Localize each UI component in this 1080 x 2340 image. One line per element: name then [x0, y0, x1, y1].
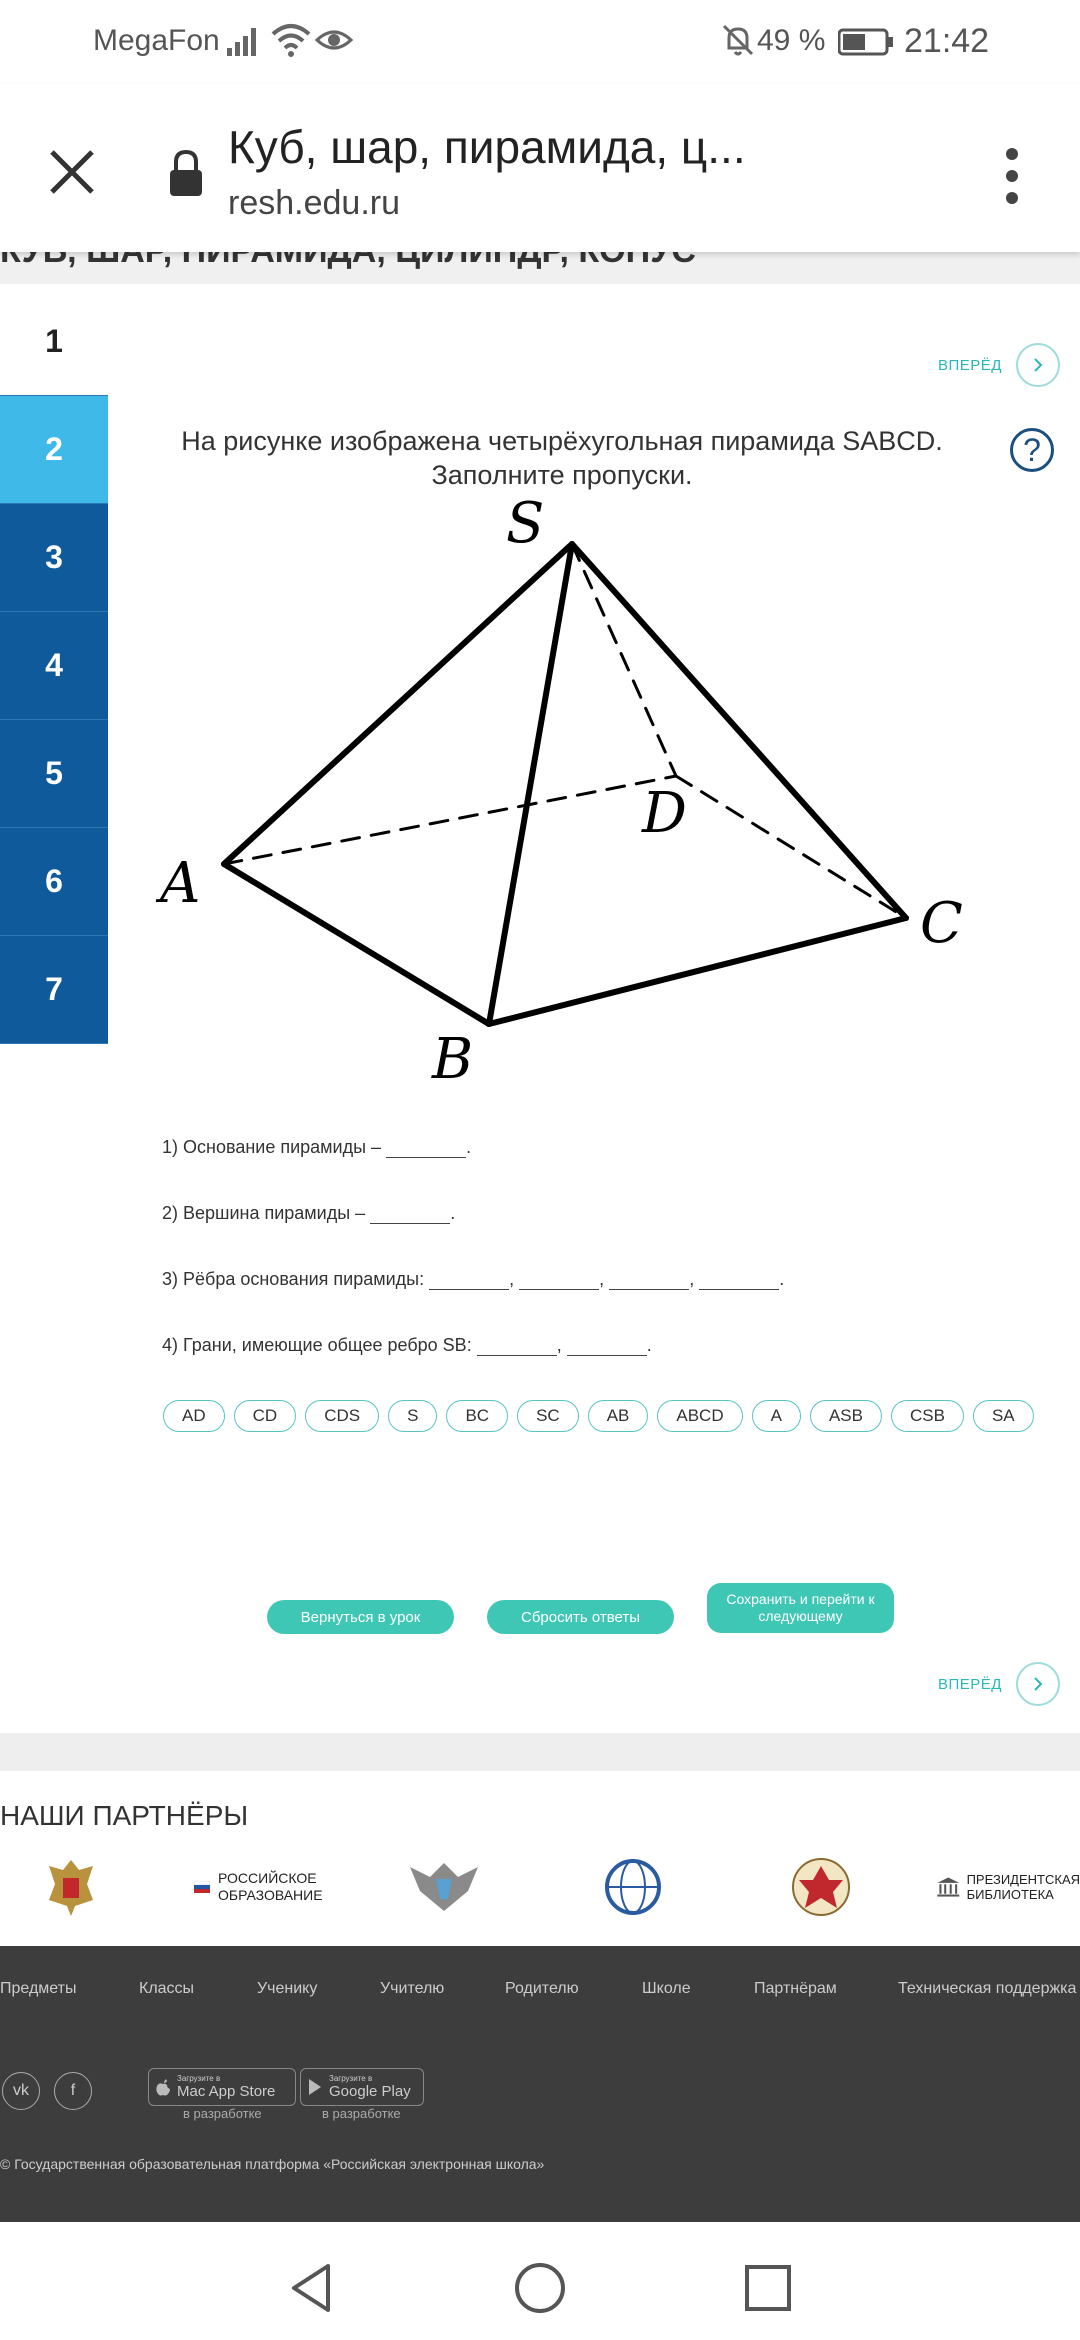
- wifi-icon: [270, 20, 312, 60]
- period: .: [646, 1335, 652, 1355]
- vertex-label-A: A: [160, 851, 201, 916]
- play-icon: [307, 2078, 323, 2096]
- back-icon[interactable]: [284, 2260, 340, 2316]
- presidential-library-logo[interactable]: [936, 1852, 1080, 1922]
- comma: ,: [556, 1335, 562, 1355]
- question-line-2: Заполните пропуски.: [431, 460, 693, 490]
- answer-chip[interactable]: CDS: [305, 1400, 379, 1432]
- answer-chip[interactable]: ASB: [810, 1400, 882, 1432]
- period: .: [466, 1137, 472, 1157]
- edge-AD: [224, 776, 676, 864]
- answer-chip[interactable]: BC: [446, 1400, 508, 1432]
- google-play-small: Загрузите в: [329, 2074, 373, 2083]
- section-divider: [0, 1733, 1080, 1771]
- vertex-label-B: B: [432, 1027, 474, 1090]
- period: .: [779, 1269, 785, 1289]
- question-nav: [0, 288, 108, 1044]
- app-store-badge[interactable]: [148, 2068, 296, 2106]
- footer-link-teacher[interactable]: Учителю: [380, 1980, 445, 1997]
- footer-link-support[interactable]: Техническая поддержка: [898, 1980, 1077, 1997]
- help-icon[interactable]: ?: [1010, 428, 1054, 472]
- apple-icon: [155, 2078, 171, 2096]
- flag-icon: [194, 1881, 210, 1893]
- system-nav-bar: [0, 2222, 1080, 2340]
- russian-education-logo[interactable]: [194, 1852, 324, 1922]
- partners-title: НАШИ ПАРТНЁРЫ: [0, 1800, 249, 1831]
- question-nav-item-6[interactable]: 6: [0, 828, 108, 936]
- answer-blank[interactable]: [519, 1266, 599, 1290]
- reset-answers-button[interactable]: Сбросить ответы: [487, 1600, 674, 1634]
- fill-question-1: [162, 1134, 471, 1158]
- question-nav-item-3[interactable]: 3: [0, 504, 108, 612]
- answer-blank[interactable]: [699, 1266, 779, 1290]
- browser-toolbar: [0, 84, 1080, 252]
- signal-icon: [225, 20, 265, 60]
- coat-of-arms-logo[interactable]: [40, 1852, 102, 1922]
- question-text: [150, 424, 974, 492]
- answer-chip[interactable]: AB: [588, 1400, 649, 1432]
- footer-link-school[interactable]: Школе: [642, 1980, 691, 1997]
- site-footer: [0, 1946, 1080, 2222]
- forward-label: ВПЕРЁД: [938, 1675, 1002, 1693]
- question-nav-item-7[interactable]: 7: [0, 936, 108, 1044]
- answer-chip[interactable]: A: [752, 1400, 801, 1432]
- pyramid-figure: [150, 490, 980, 1090]
- answer-chip[interactable]: ABCD: [657, 1400, 742, 1432]
- pyramid-edges: [224, 544, 906, 1024]
- carrier-name: MegaFon: [93, 24, 220, 57]
- answer-chip[interactable]: CD: [234, 1400, 297, 1432]
- comma: ,: [599, 1269, 605, 1289]
- battery-icon: [838, 28, 894, 56]
- save-and-next-button[interactable]: [707, 1583, 894, 1633]
- fill-question-4-text: 4) Грани, имеющие общее ребро SB:: [162, 1335, 472, 1355]
- battery-percent: 49 %: [757, 24, 826, 57]
- edge-SA: [224, 544, 572, 864]
- chevron-right-icon: [1016, 343, 1060, 387]
- edge-SC: [572, 544, 906, 918]
- forward-label: ВПЕРЁД: [938, 356, 1002, 374]
- app-store-name: Mac App Store: [177, 2083, 276, 2100]
- answer-blank[interactable]: [609, 1266, 689, 1290]
- building-icon: [936, 1871, 961, 1903]
- more-menu-icon[interactable]: [1000, 144, 1024, 208]
- facebook-icon[interactable]: f: [54, 2072, 92, 2110]
- vertex-label-C: C: [920, 891, 963, 956]
- edge-DC: [676, 776, 906, 918]
- forward-button-top[interactable]: [938, 343, 1060, 387]
- answer-blank[interactable]: [567, 1332, 647, 1356]
- edge-BC: [489, 918, 906, 1024]
- footer-link-partners[interactable]: Партнёрам: [754, 1980, 837, 1997]
- fill-question-2-text: 2) Вершина пирамиды –: [162, 1203, 366, 1223]
- edge-AB: [224, 864, 489, 1024]
- question-nav-item-1[interactable]: 1: [0, 288, 108, 396]
- fill-question-3-text: 3) Рёбра основания пирамиды:: [162, 1269, 425, 1289]
- back-to-lesson-button[interactable]: Вернуться в урок: [267, 1600, 454, 1634]
- page-url[interactable]: resh.edu.ru: [228, 184, 400, 222]
- vk-icon[interactable]: vk: [2, 2072, 40, 2110]
- save-and-next-line-2: следующему: [758, 1608, 843, 1624]
- eye-icon: [314, 24, 354, 56]
- emergency-ministry-logo[interactable]: [786, 1852, 856, 1922]
- pb-logo-line-1: ПРЕЗИДЕНТСКАЯ: [966, 1872, 1080, 1887]
- footer-link-subjects[interactable]: Предметы: [0, 1980, 77, 1997]
- answer-chips: [163, 1400, 1034, 1432]
- answer-chip[interactable]: AD: [163, 1400, 225, 1432]
- close-icon[interactable]: [44, 144, 100, 200]
- bell-muted-icon: [720, 22, 756, 58]
- recents-icon[interactable]: [740, 2260, 796, 2316]
- save-and-next-line-1: Сохранить и перейти к: [726, 1591, 875, 1607]
- page-title: Куб, шар, пирамида, ц...: [228, 121, 746, 173]
- answer-chip[interactable]: CSB: [891, 1400, 964, 1432]
- partners-row: [0, 1852, 1080, 1932]
- fill-question-4: [162, 1332, 652, 1356]
- period: .: [450, 1203, 456, 1223]
- question-line-1: На рисунке изображена четырёхугольная пирамида SABCD.: [181, 426, 943, 456]
- google-play-badge[interactable]: [300, 2068, 424, 2106]
- question-nav-item-2[interactable]: 2: [0, 396, 108, 504]
- fill-question-2: [162, 1200, 455, 1224]
- answer-blank[interactable]: [386, 1134, 466, 1158]
- ro-logo-line-1: РОССИЙСКОЕ: [218, 1870, 317, 1886]
- edge-SD: [572, 544, 676, 776]
- lock-icon: [166, 148, 206, 198]
- ro-logo-line-2: ОБРАЗОВАНИЕ: [218, 1887, 323, 1903]
- globe-logo[interactable]: [596, 1852, 670, 1922]
- edge-SB: [489, 544, 572, 1024]
- answer-blank[interactable]: [477, 1332, 557, 1356]
- chevron-right-icon: [1016, 1662, 1060, 1706]
- rosobrnadzor-logo[interactable]: [404, 1852, 484, 1922]
- footer-link-classes[interactable]: Классы: [139, 1980, 195, 1997]
- fill-question-1-text: 1) Основание пирамиды –: [162, 1137, 382, 1157]
- pb-logo-line-2: БИБЛИОТЕКА: [966, 1887, 1054, 1902]
- question-nav-item-5[interactable]: 5: [0, 720, 108, 828]
- comma: ,: [509, 1269, 515, 1289]
- answer-chip[interactable]: SA: [973, 1400, 1034, 1432]
- footer-link-student[interactable]: Ученику: [257, 1980, 318, 1997]
- footer-link-parent[interactable]: Родителю: [505, 1980, 579, 1997]
- vertex-label-S: S: [506, 491, 545, 556]
- vertex-label-D: D: [642, 781, 687, 846]
- fill-question-3: [162, 1266, 784, 1290]
- question-nav-item-4[interactable]: 4: [0, 612, 108, 720]
- answer-blank[interactable]: [370, 1200, 450, 1224]
- google-play-name: Google Play: [329, 2083, 411, 2100]
- home-icon[interactable]: [512, 2260, 568, 2316]
- clock: 21:42: [904, 22, 990, 60]
- status-bar: [0, 0, 1080, 84]
- google-play-status: в разработке: [322, 2106, 401, 2121]
- answer-blank[interactable]: [429, 1266, 509, 1290]
- copyright: © Государственная образовательная платформа «Российская электронная школа»: [0, 2156, 545, 2172]
- answer-chip[interactable]: SC: [517, 1400, 579, 1432]
- answer-chip[interactable]: S: [388, 1400, 437, 1432]
- app-store-status: в разработке: [183, 2106, 262, 2121]
- forward-button-bottom[interactable]: [938, 1662, 1060, 1706]
- app-store-small: Загрузите в: [177, 2074, 221, 2083]
- comma: ,: [689, 1269, 695, 1289]
